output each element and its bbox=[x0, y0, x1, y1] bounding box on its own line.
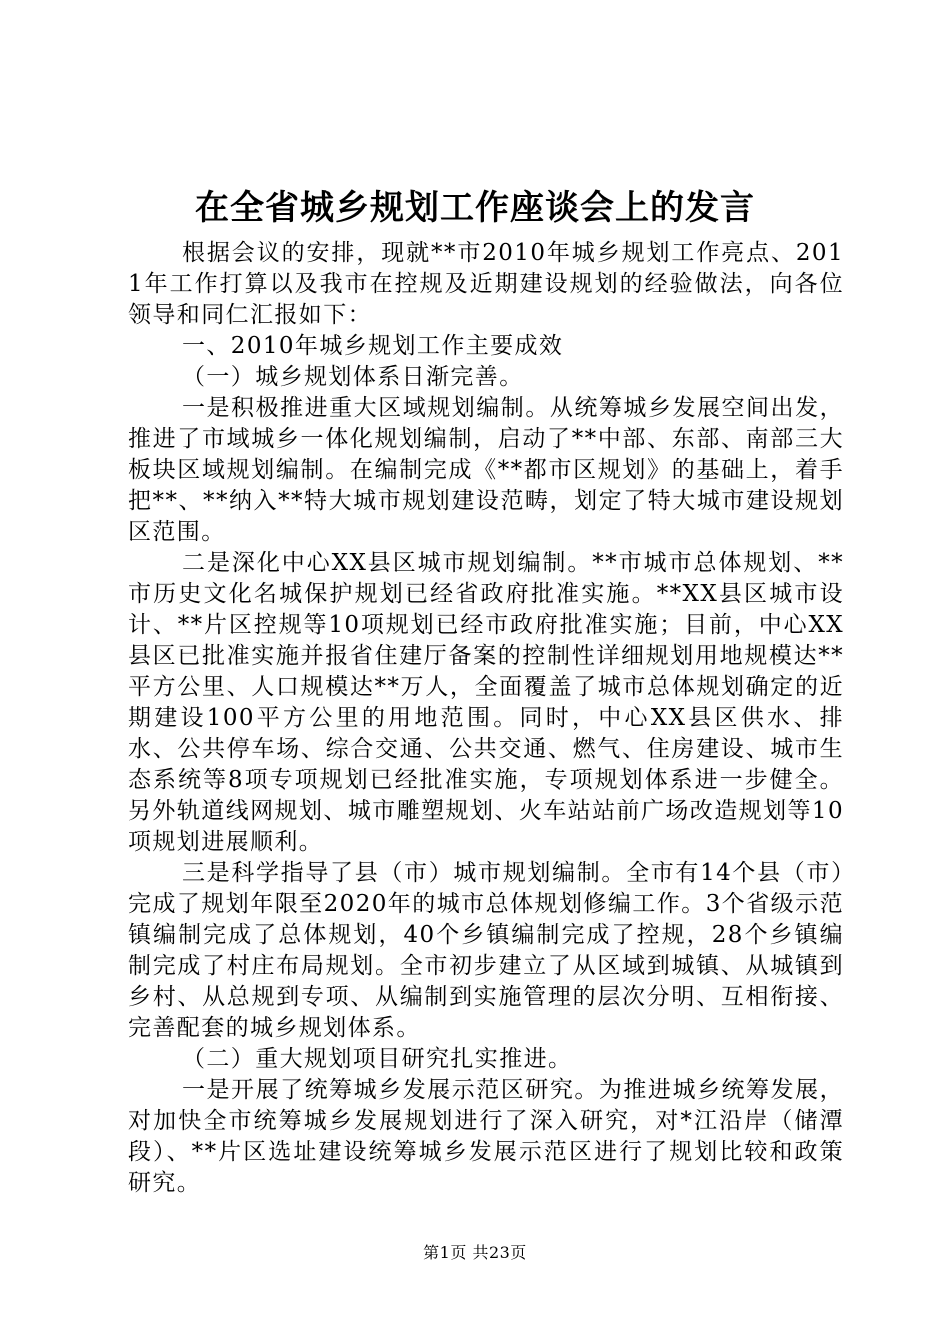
page-number-footer: 第1页 共23页 bbox=[423, 1243, 527, 1262]
paragraph-county-planning: 三是科学指导了县（市）城市规划编制。全市有14个县（市）完成了规划年限至2020年的城市总体规划修编工作。3个省级示范镇编制完成了总体规划，40个乡镇编制完成了控规，28个乡镇编制完成了村庄布局规划。全市初步建立了从区域到城镇、从城镇到乡村、从总规到专项、从编制到实施管理的层次分明、互相衔接、完善配套的城乡规划体系。 bbox=[128, 860, 844, 1041]
section-heading-1: 一、2010年城乡规划工作主要成效 bbox=[182, 333, 564, 359]
subsection-heading-2: （二）重大规划项目研究扎实推进。 bbox=[182, 1046, 573, 1072]
subsection-heading-1: （一）城乡规划体系日渐完善。 bbox=[182, 364, 524, 390]
intro-paragraph: 根据会议的安排，现就**市2010年城乡规划工作亮点、2011年工作打算以及我市在控规及近期建设规划的经验做法，向各位领导和同仁汇报如下： bbox=[128, 240, 844, 328]
document-body bbox=[128, 238, 844, 1199]
document-title: 在全省城乡规划工作座谈会上的发言 bbox=[195, 188, 755, 228]
paragraph-demonstration-zone: 一是开展了统筹城乡发展示范区研究。为推进城乡统筹发展，对加快全市统筹城乡发展规划进行了深入研究，对*江沿岸（储潭段）、**片区选址建设统筹城乡发展示范区进行了规划比较和政策研究。 bbox=[128, 1077, 844, 1196]
paragraph-regional-planning: 一是积极推进重大区域规划编制。从统筹城乡发展空间出发，推进了市域城乡一体化规划编制，启动了**中部、东部、南部三大板块区域规划编制。在编制完成《**都市区规划》的基础上，着手把**、**纳入**特大城市规划建设范畴，划定了特大城市建设规划区范围。 bbox=[128, 395, 844, 545]
paragraph-central-district: 二是深化中心XX县区城市规划编制。**市城市总体规划、**市历史文化名城保护规划已经省政府批准实施。**XX县区城市设计、**片区控规等10项规划已经市政府批准实施；目前，中心XX县区已批准实施并报省住建厅备案的控制性详细规划用地规模达**平方公里、人口规模达**万人，全面覆盖了城市总体规划确定的近期建设100平方公里的用地范围。同时，中心XX县区供水、排水、公共停车场、综合交通、公共交通、燃气、住房建设、城市生态系统等8项专项规划已经批准实施，专项规划体系进一步健全。另外轨道线网规划、城市雕塑规划、火车站站前广场改造规划等10项规划进展顺利。 bbox=[128, 550, 844, 855]
